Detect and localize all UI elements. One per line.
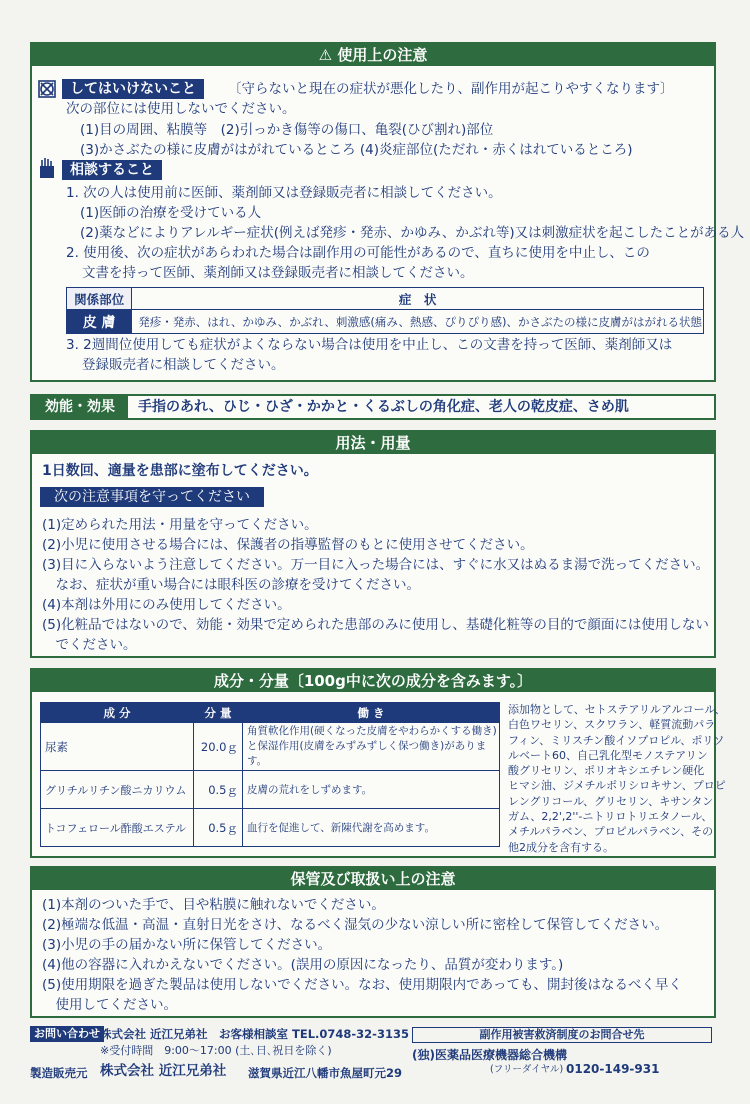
usage-item-4: なお、症状が重い場合には眼科医の診療を受けてください。 — [42, 577, 420, 593]
table-row — [41, 809, 500, 847]
ingredient-name: トコフェロール酢酸エステル — [41, 809, 194, 847]
storage-item-4: (4)他の容器に入れかえないでください。(誤用の原因になったり、品質が変わります。) — [42, 957, 564, 973]
relief-title: 副作用被害救済制度のお問合せ先 — [479, 1028, 645, 1041]
ingredients-header-name: 成 分 — [41, 703, 194, 723]
symptom-table-header-symptom: 症 状 — [132, 288, 704, 310]
usage-item-5: (4)本剤は外用にのみ使用してください。 — [42, 597, 291, 613]
usage-item-1: (1)定められた用法・用量を守ってください。 — [42, 517, 318, 533]
contact-hours: ※受付時間 9:00～17:00 (土､日､祝日を除く) — [100, 1044, 332, 1057]
table-row — [41, 723, 500, 771]
relief-box — [412, 1027, 712, 1043]
warnings-section — [30, 42, 745, 382]
consult-icon — [38, 157, 56, 179]
additives-line: フィン、ミリスチン酸イソプロピル、ポリソ — [508, 733, 725, 747]
usage-title: 用法・用量 — [32, 432, 714, 454]
warnings-title: ⚠ 使用上の注意 — [32, 44, 714, 66]
ingredient-action — [243, 723, 500, 771]
usage-section — [30, 430, 716, 658]
ingredients-header-amount: 分 量 — [194, 703, 243, 723]
ingredients-title: 成分・分量〔100g中に次の成分を含みます。〕 — [32, 670, 714, 692]
ingredient-amount: 20.0ｇ — [194, 723, 243, 771]
storage-section — [30, 866, 716, 1018]
contact-text: 株式会社 近江兄弟社 お客様相談室 TEL.0748-32-3135 — [100, 1027, 409, 1041]
consult-line-3: (2)薬などによりアレルギー症状(例えば発疹・発赤、かゆみ、かぶれ等)又は刺激症状を起こしたことがある人 — [80, 225, 745, 241]
ingredients-section — [30, 668, 726, 858]
additives-line: ガム、2,2',2''-ニトリロトリエタノール、 — [508, 810, 713, 824]
prohibited-icon — [38, 80, 56, 98]
symptom-table-part: 皮 膚 — [67, 310, 132, 334]
additives-line: 添加物として、セトステアリルアルコール、 — [508, 703, 726, 716]
contact-label: お問い合わせ — [30, 1026, 104, 1042]
symptom-table-header-part: 関係部位 — [67, 288, 132, 310]
consult-after-2: 登録販売者に相談してください。 — [82, 357, 285, 373]
dont-intro: 次の部位には使用しないでください。 — [66, 101, 296, 117]
storage-item-5: (5)使用期限を過ぎた製品は使用しないでください。なお、使用期限内であっても、開封後はなるべく早く — [42, 977, 682, 993]
ingredients-header-action: 働 き — [243, 703, 500, 723]
usage-item-3: (3)目に入らないよう注意してください。万一目に入った場合には、すぐに水又はぬるま湯で洗ってください。 — [42, 557, 710, 573]
ingredient-action-line: と保湿作用(皮膚をみずみずしく保つ働き)があります。 — [247, 740, 487, 767]
usage-sub-label: 次の注意事項を守ってください — [40, 487, 264, 507]
usage-item-6: (5)化粧品ではないので、効能・効果で定められた患部のみに使用し、基礎化粧等の目的で顔面には使用しない — [42, 617, 709, 633]
consult-label: 相談すること — [62, 160, 162, 180]
usage-text: 1日数回、適量を患部に塗布してください。 — [42, 463, 318, 479]
additives-line: 他2成分を含有する。 — [508, 840, 614, 854]
symptom-table-symptoms: 発疹・発赤、はれ、かゆみ、かぶれ、刺激感(痛み、熱感、ぴりぴり感)、かさぶたの様に皮膚がはがれる状態 — [132, 310, 704, 334]
dont-note: 〔守らないと現在の症状が悪化したり、副作用が起こりやすくなります〕 — [228, 81, 674, 97]
maker-address: 滋賀県近江八幡市魚屋町元29 — [248, 1066, 403, 1080]
consult-line-4: 2. 使用後、次の症状があらわれた場合は副作用の可能性があるので、直ちに使用を中止し、この — [66, 245, 650, 261]
storage-item-1: (1)本剤のついた手で、目や粘膜に触れないでください。 — [42, 897, 385, 913]
additives-line: ヒマシ油、ジメチルポリシロキサン、プロピ — [508, 779, 726, 793]
ingredient-name: 尿素 — [41, 723, 194, 771]
ingredient-name: グリチルリチン酸ニカリウム — [41, 771, 194, 809]
dont-line-2: (3)かさぶたの様に皮膚がはがれているところ (4)炎症部位(ただれ・赤くはれているところ) — [80, 142, 633, 158]
additives-text — [508, 702, 726, 855]
storage-item-3: (3)小児の手の届かない所に保管してください。 — [42, 937, 332, 953]
additives-line: ルベート60、自己乳化型モノステアリン — [508, 748, 708, 762]
ingredient-amount: 0.5ｇ — [194, 771, 243, 809]
ingredient-action: 血行を促進して、新陳代謝を高めます。 — [243, 809, 500, 847]
usage-item-2: (2)小児に使用させる場合には、保護者の指導監督のもとに使用させてください。 — [42, 537, 534, 553]
table-row — [41, 771, 500, 809]
dont-label: してはいけないこと — [62, 79, 204, 99]
consult-after-1: 3. 2週間位使用しても症状がよくならない場合は使用を中止し、この文書を持って医師、薬剤師又は — [66, 337, 673, 353]
dont-line-1: (1)目の周囲、粘膜等 (2)引っかき傷等の傷口、亀裂(ひび割れ)部位 — [80, 122, 494, 138]
ingredient-amount: 0.5ｇ — [194, 809, 243, 847]
effects-section — [30, 394, 716, 420]
relief-org: (独)医薬品医療機器総合機構 — [412, 1048, 567, 1062]
additives-line: メチルパラベン、プロピルパラベン、その — [508, 825, 714, 839]
ingredients-table — [40, 702, 500, 847]
maker-label: 製造販売元 — [30, 1066, 88, 1080]
maker-name: 株式会社 近江兄弟社 — [100, 1063, 227, 1079]
usage-item-7: でください。 — [42, 637, 137, 653]
symptom-table — [66, 287, 704, 334]
relief-tel: 0120-149-931 — [566, 1062, 660, 1076]
consult-line-5: 文書を持って医師、薬剤師又は登録販売者に相談してください。 — [82, 265, 474, 281]
effects-label: 効能・効果 — [32, 396, 128, 418]
relief-tel-label: (フリーダイヤル) — [490, 1064, 564, 1075]
additives-line: 白色ワセリン、スクワラン、軽質流動パラ — [508, 718, 716, 732]
storage-item-6: 使用してください。 — [42, 997, 177, 1013]
consult-line-1: 1. 次の人は使用前に医師、薬剤師又は登録販売者に相談してください。 — [66, 185, 502, 201]
ingredient-action-line: 角質軟化作用(硬くなった皮膚をやわらかくする働き) — [247, 725, 497, 737]
storage-title: 保管及び取扱い上の注意 — [32, 868, 714, 890]
ingredient-action: 皮膚の荒れをしずめます。 — [243, 771, 500, 809]
additives-line: レングリコール、グリセリン、キサンタン — [508, 794, 714, 808]
additives-line: 酸グリセリン、ポリオキシエチレン硬化 — [508, 764, 705, 778]
consult-line-2: (1)医師の治療を受けている人 — [80, 205, 262, 221]
storage-item-2: (2)極端な低温・高温・直射日光をさけ、なるべく湿気の少ない涼しい所に密栓して保管してください。 — [42, 917, 669, 933]
effects-text: 手指のあれ、ひじ・ひざ・かかと・くるぶしの角化症、老人の乾皮症、さめ肌 — [138, 399, 629, 415]
